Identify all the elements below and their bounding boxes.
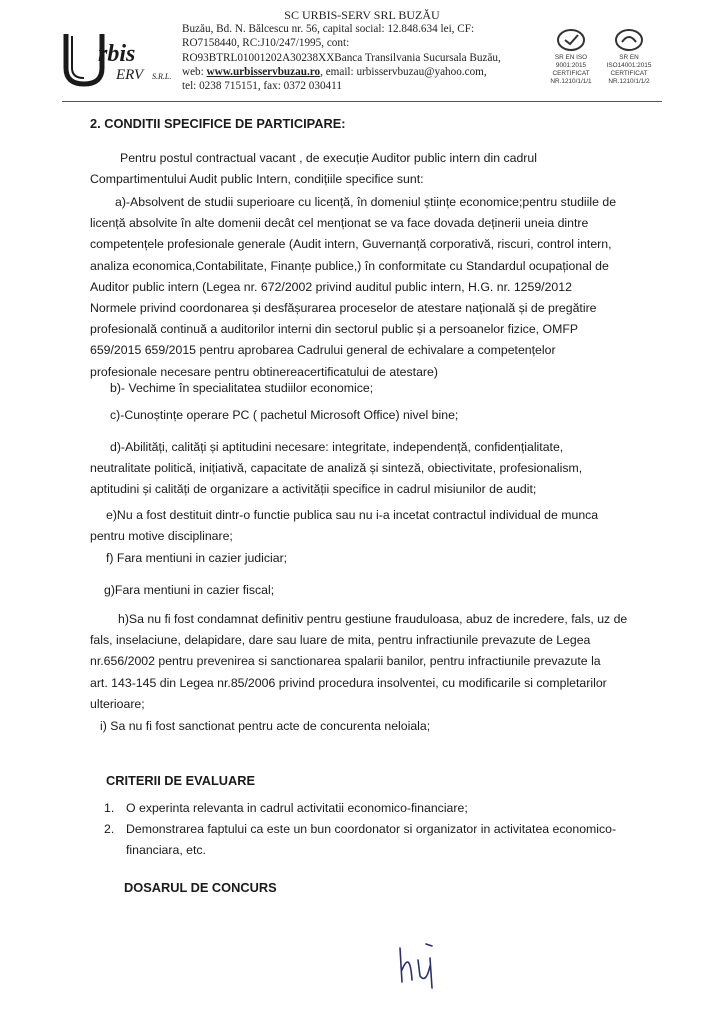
criteria-item xyxy=(104,819,616,840)
text-line: 659/2015 659/2015 pentru aprobarea Cadrului general de echivalare a competențelor xyxy=(90,343,556,358)
text-line: licență absolvite în alte domenii decât cel menționat se va face dovada deținerii uneia dintre xyxy=(90,216,589,231)
address-line: Buzău, Bd. N. Bălcescu nr. 56, capital social: 12.848.634 lei, CF: xyxy=(182,23,475,36)
criteria-item xyxy=(104,798,616,819)
company-name: SC URBIS-SERV SRL BUZĂU xyxy=(284,8,440,22)
criteria-number: 1. xyxy=(104,801,115,815)
web-label: web: xyxy=(182,65,207,78)
dossier-heading: DOSARUL DE CONCURS xyxy=(124,880,277,895)
text-line: Pentru postul contractual vacant , de execuție Auditor public intern din cadrul xyxy=(120,151,537,165)
criteria-heading: CRITERII DE EVALUARE xyxy=(106,773,256,788)
text-line: aptitudini și calități de organizare a activității specifice in cadrul misiunilor de audit; xyxy=(90,482,537,497)
condition-f: f) Fara mentiuni in cazier judiciar; xyxy=(106,551,288,565)
text-line: Auditor public intern (Legea nr. 672/2002 privind auditul public intern, H.G. nr. 1259/2012 xyxy=(90,279,572,294)
condition-e xyxy=(90,505,598,547)
criteria-number: 2. xyxy=(104,822,115,837)
text-line: Normele privind coordonarea și desfășurarea proceselor de atestare națională și de pregătire xyxy=(90,300,597,315)
text-line: fals, inselaciune, delapidare, dare sau luare de mita, pentru infractiunile prevazute de Legea xyxy=(90,633,591,648)
text-line: e)Nu a fost destituit dintr-o functie publica sau nu i-a incetat contractul individual de munca xyxy=(106,508,599,522)
text-line: ulterioare; xyxy=(90,696,145,711)
cert-line: CERTIFICAT xyxy=(610,70,648,77)
text-line: pentru motive disciplinare; xyxy=(90,529,233,544)
svg-text:S.R.L.: S.R.L. xyxy=(152,72,172,81)
condition-c: c)-Cunoștințe operare PC ( pachetul Microsoft Office) nivel bine; xyxy=(110,408,459,422)
text-line: Compartimentului Audit public Intern, condițiile specifice sunt: xyxy=(90,172,424,187)
section-heading: 2. CONDITII SPECIFICE DE PARTICIPARE: xyxy=(90,116,346,131)
cert-line: NR.1210/1/1/1 xyxy=(550,78,592,85)
condition-h xyxy=(90,609,627,715)
text-line: h)Sa nu fi fost condamnat definitiv pentru gestiune frauduloasa, abuz de incredere, fals, uz de xyxy=(118,612,628,626)
criteria-list xyxy=(104,798,616,862)
text-line: art. 143-145 din Legea nr.85/2006 privind procedura insolventei, cu modificarile si completarilor xyxy=(90,675,607,690)
criteria-text: O experinta relevanta in cadrul activitatii economico-financiare; xyxy=(126,801,468,815)
condition-b: b)- Vechime în specialitatea studiilor economice; xyxy=(110,381,374,395)
handwritten-initials xyxy=(392,930,462,990)
text-line: neutralitate politică, inițiativă, capacitate de analiză și sinteză, obiectivitate, profesionalism, xyxy=(90,461,583,476)
condition-a xyxy=(90,192,616,383)
criteria-text: Demonstrarea faptului ca este un bun coordonator si organizator in activitatea economico- xyxy=(126,822,617,837)
cert-line: SR EN ISO xyxy=(554,54,588,61)
intro-paragraph xyxy=(90,148,537,190)
email-text: , email: urbisservbuzau@yahoo.com, xyxy=(320,65,487,78)
cert-line: CERTIFICAT xyxy=(552,70,590,77)
condition-g: g)Fara mentiuni in cazier fiscal; xyxy=(104,583,275,597)
address-line: RO93BTRL01001202A30238XXBanca Transilvania Sucursala Buzău, xyxy=(182,51,501,64)
address-line: RO7158440, RC:J10/247/1995, cont: xyxy=(182,37,350,50)
website-link[interactable]: www.urbisservbuzau.ro xyxy=(206,65,321,78)
phone-line: tel: 0238 715151, fax: 0372 030411 xyxy=(182,80,342,93)
svg-text:ERV: ERV xyxy=(116,67,144,83)
cert-line: SR EN xyxy=(619,54,639,61)
text-line: competențele profesionale generale (Audit intern, Guvernanță corporativă, riscuri, control intern, xyxy=(90,237,612,252)
text-line: profesională continuă a auditorilor interni din sectorul public și a persoanelor fizice, OMFP xyxy=(90,322,579,337)
cert-line: NR.1210/1/1/2 xyxy=(608,78,650,85)
text-line: nr.656/2002 pentru prevenirea si sanctionarea spalarii banilor, pentru infractiunile prevazute la xyxy=(90,654,601,669)
condition-d xyxy=(90,437,582,501)
cert-line: ISO14001:2015 xyxy=(606,62,652,69)
criteria-text: financiara, etc. xyxy=(126,843,206,858)
text-line: d)-Abilități, calități și aptitudini necesare: integritate, independență, confidențialitate, xyxy=(110,440,564,454)
condition-i: i) Sa nu fi fost sanctionat pentru acte de concurenta neloiala; xyxy=(100,719,431,733)
cert-line: 9001:2015 xyxy=(555,62,587,69)
text-line: a)-Absolvent de studii superioare cu licență, în domeniul științe economice;pentru studiile de xyxy=(115,195,617,209)
text-line: analiza economica,Contabilitate, Finanțe publice,) în conformitate cu Standardul ocupațional de xyxy=(90,258,609,273)
text-line: profesionale necesare pentru obtinereacertificatului de atestare) xyxy=(90,364,438,379)
svg-text:rbis: rbis xyxy=(98,41,136,67)
